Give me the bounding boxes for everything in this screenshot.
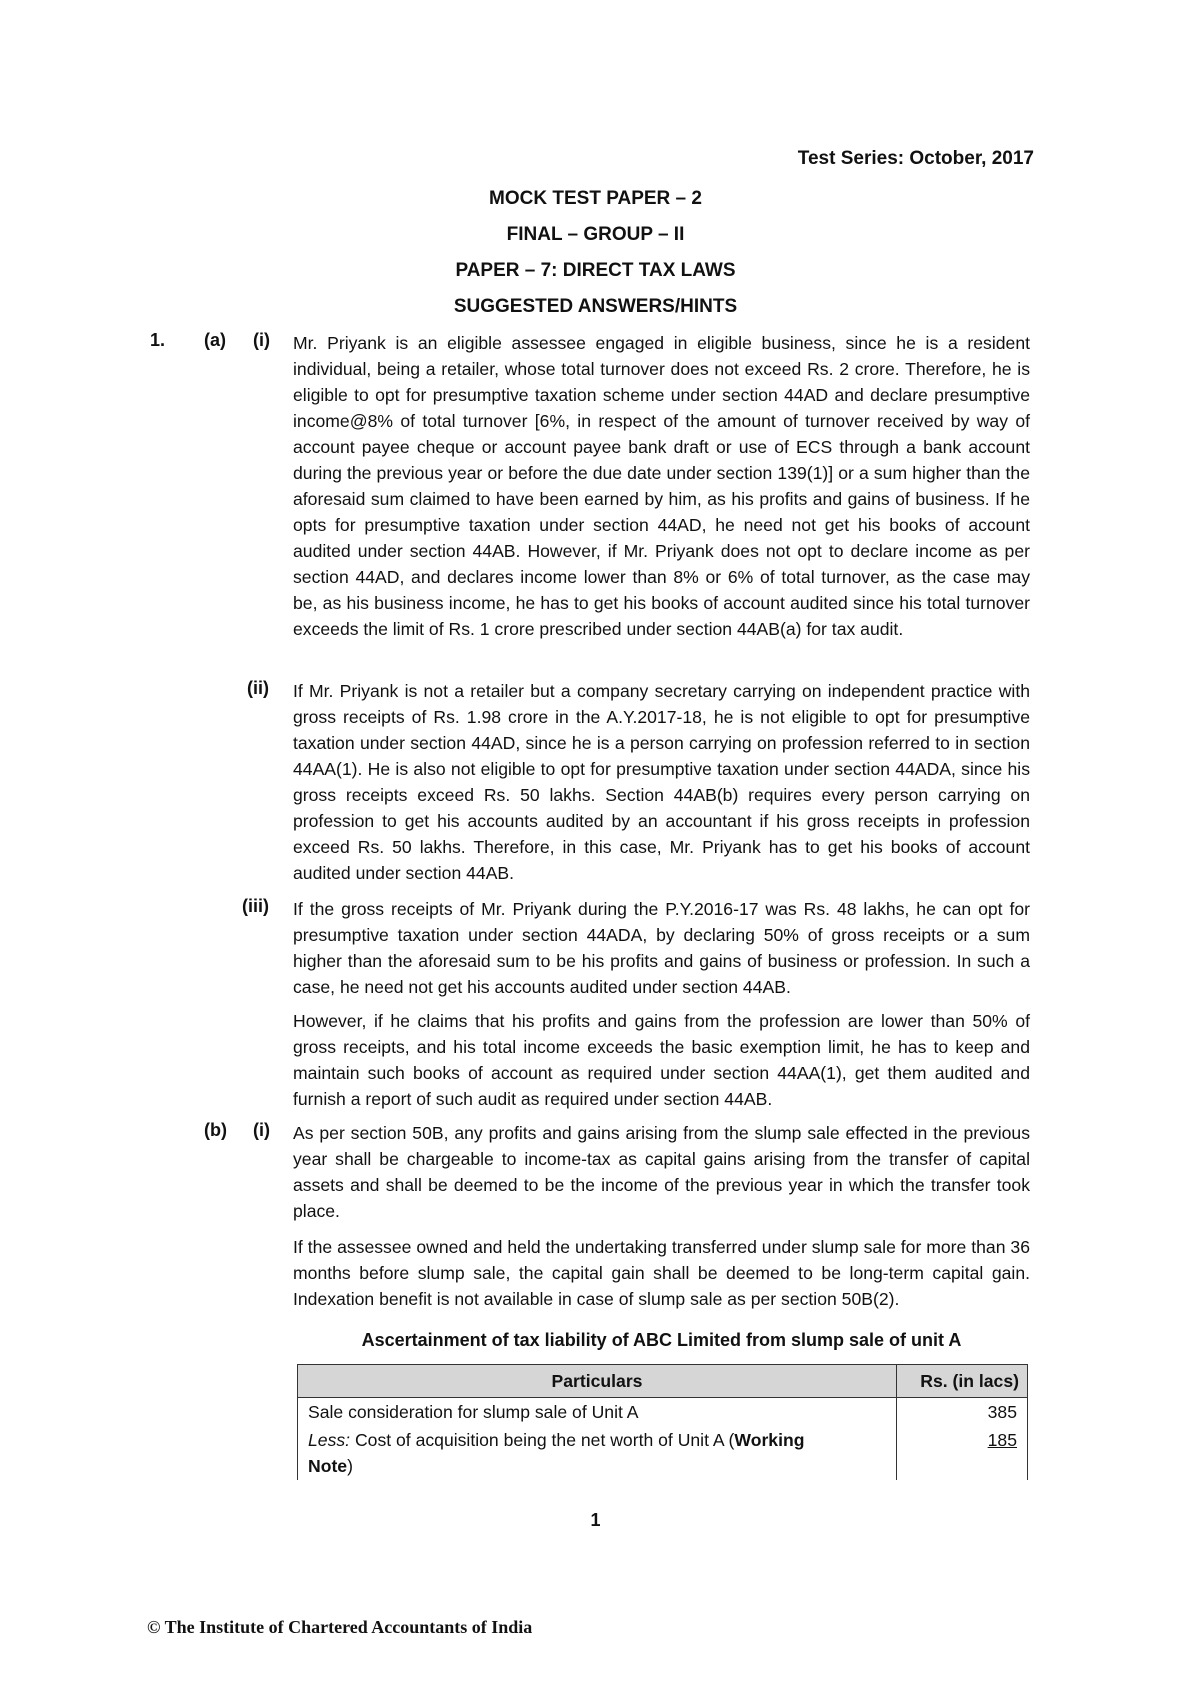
part-label-a: (a) bbox=[204, 330, 226, 350]
answer-a-i: Mr. Priyank is an eligible assessee engaged in eligible business, since he is a resident individual, being a retailer, whose total turnover does not exceed Rs. 2 crore. Therefore, he is eligible to opt for presumptive taxation scheme under section 44AD and declare presumptive income@8% of total turnover [6%, in respect of the amount of turnover received by way of account payee cheque or account payee bank draft or use of ECS through a bank account during the previous year or before the due date under section 139(1)] or a sum higher than the aforesaid sum claimed to have been earned by him, as his profits and gains of business. If he opts for presumptive taxation under section 44AD, he need not get his books of account audited under section 44AB. However, if Mr. Priyank does not opt to declare income as per section 44AD, and declares income lower than 8% or 6% of total turnover, as the case may be, as his business income, he has to get his books of account audited since his total turnover exceeds the limit of Rs. 1 crore prescribed under section 44AB(a) for tax audit. bbox=[293, 333, 1030, 639]
row2-amount bbox=[897, 1426, 1028, 1480]
row2-close: ) bbox=[347, 1456, 353, 1476]
table-row bbox=[298, 1398, 1028, 1427]
part-label-b: (b) bbox=[204, 1120, 227, 1140]
row1-particulars: Sale consideration for slump sale of Unit A bbox=[298, 1398, 897, 1427]
answer-a-ii: If Mr. Priyank is not a retailer but a company secretary carrying on independent practice with gross receipts of Rs. 1.98 crore in the A.Y.2017-18, he is not eligible to opt for presumptive taxation under section 44AD, since he is a person carrying on profession referred to in section 44AA(1). He is also not eligible to opt for presumptive taxation under section 44ADA, since his gross receipts exceed Rs. 50 lakhs. Section 44AB(b) requires every person carrying on profession to get his accounts audited by an accountant if his gross receipts in profession exceed Rs. 50 lakhs. Therefore, in this case, Mr. Priyank has to get his books of account audited under section 44AB. bbox=[293, 681, 1030, 883]
subpart-label-a-i: (i) bbox=[253, 330, 270, 350]
column-header-amount: Rs. (in lacs) bbox=[897, 1365, 1028, 1398]
row2-text: Cost of acquisition being the net worth of Unit A ( bbox=[350, 1430, 735, 1450]
row1-amount: 385 bbox=[897, 1398, 1028, 1427]
answer-a-iii-paragraph-1: If the gross receipts of Mr. Priyank during the P.Y.2016-17 was Rs. 48 lakhs, he can opt for presumptive taxation under section 44ADA, by declaring 50% of gross receipts or a sum higher than the aforesaid sum to be his profits and gains of business or profession. In such a case, he need not get his accounts audited under section 44AB. bbox=[293, 899, 1030, 997]
page-number: 1 bbox=[590, 1510, 601, 1530]
subject-title: PAPER – 7: DIRECT TAX LAWS bbox=[455, 260, 736, 281]
answer-a-iii-paragraph-2: However, if he claims that his profits and gains from the profession are lower than 50% of gross receipts, and his total income exceeds the basic exemption limit, he has to keep and maintain such books of account as required under section 44AA(1), get them audited and furnish a report of such audit as required under section 44AB. bbox=[293, 1011, 1030, 1109]
row2-working: Working bbox=[734, 1430, 805, 1450]
question-number: 1. bbox=[150, 330, 166, 350]
test-series-label: Test Series: October, 2017 bbox=[797, 148, 1034, 169]
row2-particulars bbox=[298, 1426, 897, 1480]
table-row bbox=[298, 1426, 1028, 1480]
tax-liability-table bbox=[297, 1364, 1028, 1480]
subpart-label-a-iii: (iii) bbox=[242, 896, 269, 916]
subpart-label-b-i: (i) bbox=[253, 1120, 270, 1140]
row2-note: Note bbox=[308, 1456, 348, 1476]
paper-title: MOCK TEST PAPER – 2 bbox=[489, 188, 702, 209]
table-header-row bbox=[298, 1365, 1028, 1398]
table-title: Ascertainment of tax liability of ABC Limited from slump sale of unit A bbox=[361, 1330, 962, 1350]
footer-copyright: © The Institute of Chartered Accountants of India bbox=[147, 1617, 533, 1637]
row2-less-label: Less: bbox=[308, 1430, 351, 1450]
row2-amount-value: 185 bbox=[987, 1430, 1017, 1450]
group-title: FINAL – GROUP – II bbox=[506, 224, 685, 245]
answer-b-i-paragraph-2: If the assessee owned and held the undertaking transferred under slump sale for more than 36 months before slump sale, the capital gain shall be deemed to be long-term capital gain. Indexation benefit is not available in case of slump sale as per section 50B(2). bbox=[293, 1237, 1030, 1309]
column-header-particulars: Particulars bbox=[298, 1365, 897, 1398]
answers-title: SUGGESTED ANSWERS/HINTS bbox=[453, 296, 738, 317]
subpart-label-a-ii: (ii) bbox=[247, 678, 269, 698]
answer-b-i-paragraph-1: As per section 50B, any profits and gains arising from the slump sale effected in the previous year shall be chargeable to income-tax as capital gains arising from the transfer of capital assets and shall be deemed to be the income of the previous year in which the transfer took place. bbox=[293, 1123, 1030, 1221]
